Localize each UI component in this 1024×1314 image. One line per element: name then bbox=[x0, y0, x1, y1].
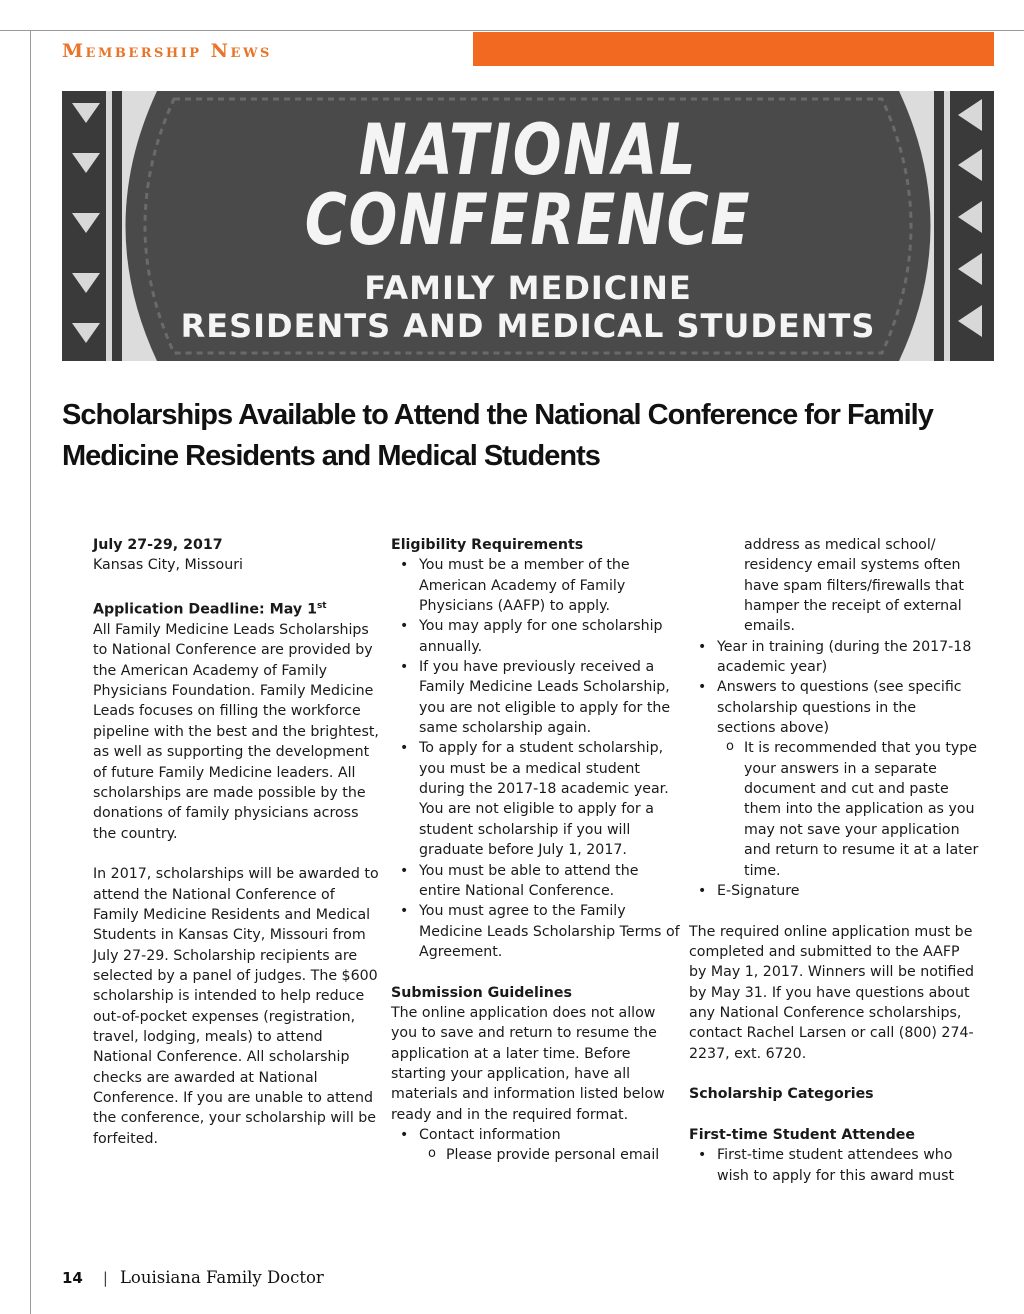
banner-text bbox=[62, 91, 994, 361]
header-accent-bar bbox=[473, 32, 994, 66]
article-column-3 bbox=[689, 535, 979, 1186]
footer-separator: | bbox=[102, 1269, 108, 1287]
materials-list bbox=[391, 1125, 681, 1145]
section-title: Membership News bbox=[62, 40, 272, 62]
sub-list-item-continued: address as medical school/ residency email systems often have spam filters/firewalls that hamper the receipt of external emails. bbox=[744, 537, 964, 635]
application-deadline bbox=[93, 596, 383, 620]
article-column-2 bbox=[391, 535, 681, 1166]
deadline-superscript: st bbox=[316, 601, 327, 612]
sub-list-item: o It is recommended that you type your answers in a separate document and cut and paste them into the application as you may not save your application and return to resume it at a later time. bbox=[689, 738, 979, 880]
list-item: • E-Signature bbox=[689, 881, 979, 901]
left-rule bbox=[30, 30, 31, 1314]
submission-deadline-paragraph: The required online application must be completed and submitted to the AAFP by May 1, 2017. Winners will be notified by May 31. If you have questions about any National Conference scholarships, contact Rachel Larsen or call (800) 274-2237, ext. 6720. bbox=[689, 923, 975, 1062]
banner-title-line1: NATIONAL bbox=[358, 109, 698, 191]
list-item: • Contact information bbox=[391, 1125, 681, 1145]
intro-paragraph: All Family Medicine Leads Scholarships to National Conference are provided by the American Academy of Family Physicians Foundation. Family Medicine Leads focuses on filling the workforce pipeline with the best and the brightest, as well as supporting the development of future Family Medicine leaders. All scholarships are made possible by the donations of family physicians across the country. bbox=[93, 622, 379, 842]
list-item: • You must be able to attend the entire National Conference. bbox=[391, 861, 681, 902]
list-item: • You may apply for one scholarship annually. bbox=[391, 616, 681, 657]
list-item: • First-time student attendees who wish to apply for this award must bbox=[689, 1145, 979, 1186]
event-dates: July 27-29, 2017 bbox=[93, 537, 223, 553]
page-footer bbox=[62, 1268, 324, 1287]
eligibility-list bbox=[391, 555, 681, 962]
list-item: • If you have previously received a Family Medicine Leads Scholarship, you are not eligible to apply for the same scholarship again. bbox=[391, 657, 681, 738]
list-item: • Answers to questions (see specific scholarship questions in the sections above) bbox=[689, 677, 979, 738]
list-item: • Year in training (during the 2017-18 academic year) bbox=[689, 637, 979, 678]
list-item: • You must agree to the Family Medicine Leads Scholarship Terms of Agreement. bbox=[391, 901, 681, 962]
first-time-heading: First-time Student Attendee bbox=[689, 1126, 916, 1143]
banner-title-line2: CONFERENCE bbox=[304, 179, 752, 261]
materials-list-continued bbox=[689, 637, 979, 739]
answers-sublist bbox=[689, 738, 979, 880]
details-paragraph: In 2017, scholarships will be awarded to attend the National Conference of Family Medicine Residents and Medical Students in Kansas City, Missouri from July 27-29. Scholarship recipients are selected by a panel of judges. The $600 scholarship is intended to help reduce out-of-pocket expenses (registration, travel, lodging, meals) to attend National Conference. All scholarship checks are awarded at National Conference. If you are unable to attend the conference, your scholarship will be forfeited. bbox=[93, 866, 379, 1147]
banner-subtitle-line2: RESIDENTS AND MEDICAL STUDENTS bbox=[180, 307, 876, 345]
publication-name: Louisiana Family Doctor bbox=[119, 1268, 324, 1287]
first-time-list bbox=[689, 1145, 979, 1186]
list-item: • To apply for a student scholarship, you must be a medical student during the 2017-18 academic year. You are not eligible to apply for a student scholarship if you will graduate before July 1, 2017. bbox=[391, 738, 681, 860]
list-item: • You must be a member of the American Academy of Family Physicians (AAFP) to apply. bbox=[391, 555, 681, 616]
submission-paragraph: The online application does not allow you to save and return to resume the application at a later time. Before starting your application, have all materials and information listed below ready and in the required format. bbox=[391, 1004, 665, 1123]
conference-banner bbox=[62, 91, 994, 361]
banner-subtitle-line1: FAMILY MEDICINE bbox=[364, 269, 692, 307]
materials-list-end bbox=[689, 881, 979, 901]
categories-heading: Scholarship Categories bbox=[689, 1086, 874, 1103]
materials-sublist bbox=[391, 1145, 681, 1165]
submission-heading: Submission Guidelines bbox=[391, 984, 572, 1001]
sub-list-item: o Please provide personal email bbox=[391, 1145, 681, 1165]
event-location: Kansas City, Missouri bbox=[93, 557, 243, 574]
top-rule bbox=[0, 30, 1024, 31]
article-column-1 bbox=[93, 535, 383, 1149]
eligibility-heading: Eligibility Requirements bbox=[391, 537, 584, 553]
article-headline: Scholarships Available to Attend the National Conference for Family Medicine Residents and Medical Students bbox=[62, 399, 933, 472]
deadline-label: Application Deadline: May 1 bbox=[93, 601, 317, 618]
page-number: 14 bbox=[62, 1269, 83, 1287]
